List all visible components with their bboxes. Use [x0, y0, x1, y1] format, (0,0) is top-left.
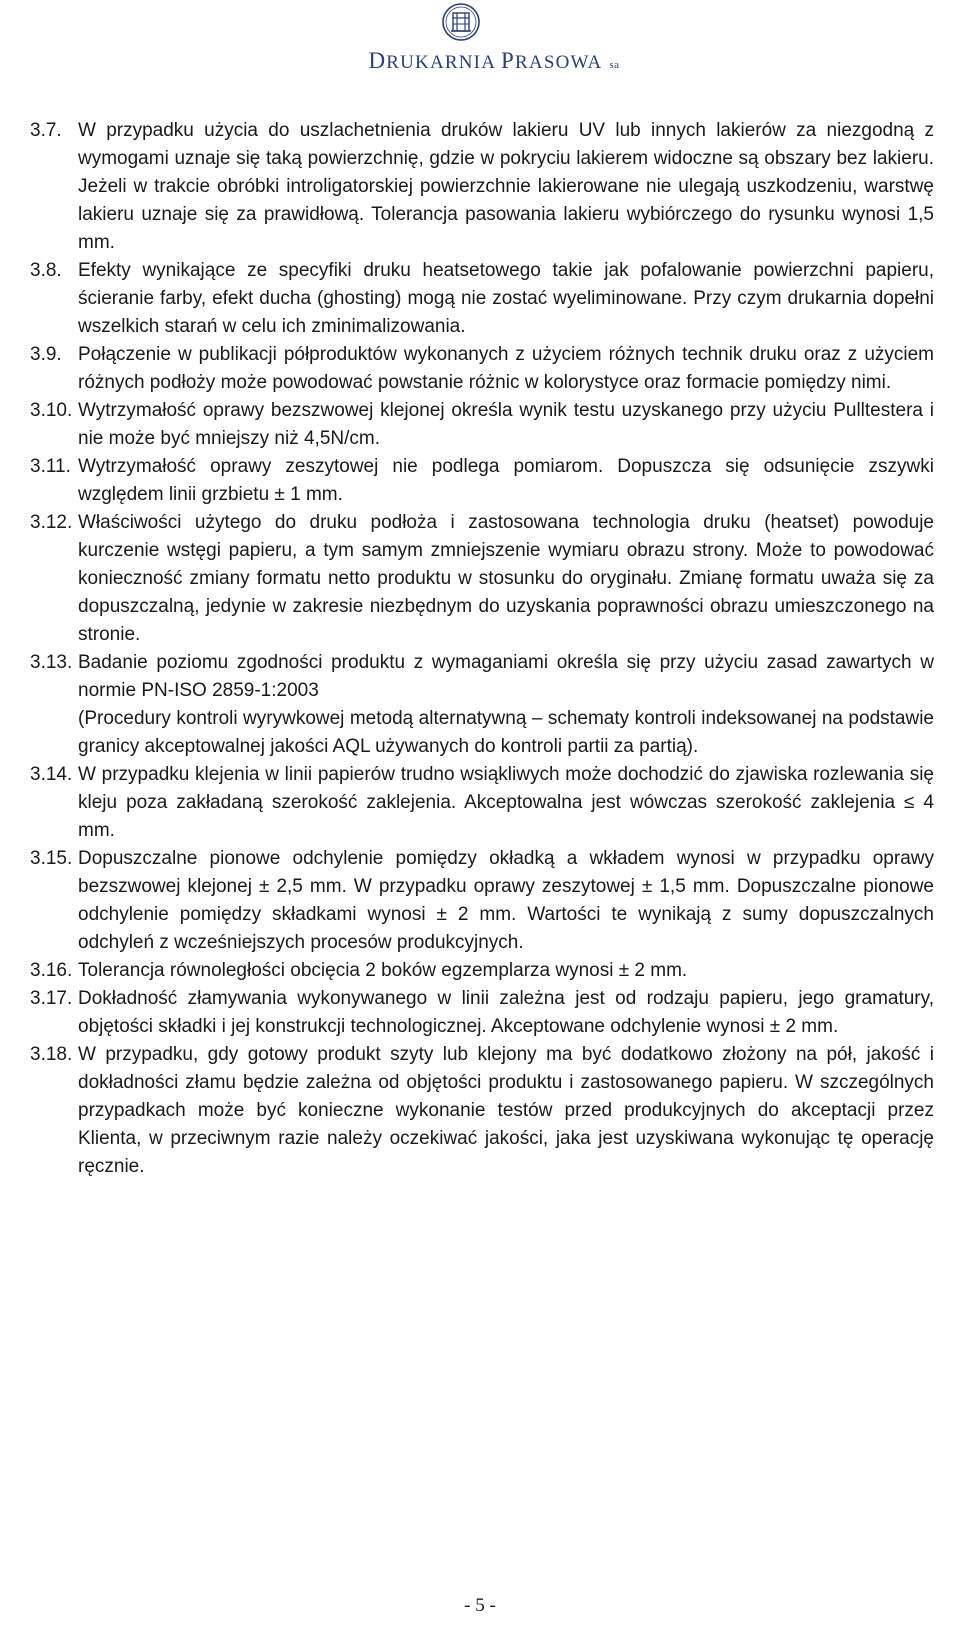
item-text: Dopuszczalne pionowe odchylenie pomiędzy okładką a wkładem wynosi w przypadku oprawy bezszwowej klejonej ± 2,5 mm. W przypadku oprawy zeszytowej ± 1,5 mm. Dopuszczalne pionowe odchylenie pomiędzy składkami wynosi ± 2 mm. Wartości te wynikają z sumy dopuszczalnych odchyleń z wcześniejszych procesów produkcyjnych. — [78, 848, 934, 953]
item-number: 3.11. — [30, 456, 71, 477]
page-header — [0, 0, 960, 80]
item-number: 3.12. — [30, 512, 73, 533]
item-text: Połączenie w publikacji półproduktów wykonanych z użyciem różnych technik druku oraz z użyciem różnych podłoży może powodować powstanie różnic w kolorystyce oraz formacie pomiędzy nimi. — [78, 344, 934, 393]
page-number: - 5 - — [464, 1595, 496, 1616]
brand-first-rest: RUKARNIA — [386, 52, 496, 73]
item-text — [78, 649, 934, 761]
list-item — [30, 117, 934, 257]
item-text: W przypadku klejenia w linii papierów trudno wsiąkliwych może dochodzić do zjawiska rozlewania się kleju poza zakładaną szerokość zaklejenia. Akceptowalna jest wówczas szerokość zaklejenia ≤ 4 mm. — [78, 764, 934, 841]
list-item — [30, 649, 934, 761]
item-text: W przypadku użycia do uszlachetnienia druków lakieru UV lub innych lakierów za niezgodną z wymogami uznaje się taką powierzchnię, gdzie w pokryciu lakierem widoczne są obszary bez lakieru. Jeżeli w trakcie obróbki introligatorskiej powierzchnie lakierowane nie ulegają uszkodzeniu, warstwę lakieru uznaje się za prawidłową. Tolerancja pasowania lakieru wybiórczego do rysunku wynosi 1,5 mm. — [78, 120, 934, 253]
list-item — [30, 341, 934, 397]
item-text: Efekty wynikające ze specyfiki druku heatsetowego takie jak pofalowanie powierzchni papieru, ścieranie farby, efekt ducha (ghosting) mogą nie zostać wyeliminowane. Przy czym drukarnia dopełni wszelkich starań w celu ich zminimalizowania. — [78, 260, 934, 337]
brand-suffix: sa — [609, 59, 620, 71]
item-number: 3.7. — [30, 120, 62, 141]
item-number: 3.13. — [30, 652, 73, 673]
item-text: Tolerancja równoległości obcięcia 2 boków egzemplarza wynosi ± 2 mm. — [78, 960, 688, 981]
item-number: 3.14. — [30, 764, 73, 785]
brand-logo-text — [0, 48, 960, 74]
item-number: 3.18. — [30, 1044, 73, 1065]
item-text: Dokładność złamywania wykonywanego w linii zależna jest od rodzaju papieru, jego gramatury, objętości składki i jej konstrukcji technologicznej. Akceptowane odchylenie wynosi ± 2 mm. — [78, 988, 934, 1037]
item-number: 3.9. — [30, 344, 62, 365]
item-text: Wytrzymałość oprawy bezszwowej klejonej określa wynik testu uzyskanego przy użyciu Pulltestera i nie może być mniejszy niż 4,5N/cm. — [78, 400, 934, 449]
item-text: W przypadku, gdy gotowy produkt szyty lub klejony ma być dodatkowo złożony na pół, jakość i dokładności złamu będzie zależna od objętości produktu i zastosowanego papieru. W szczególnych przypadkach może być konieczne wykonanie testów przed produkcyjnych do akceptacji przez Klienta, w przeciwnym razie należy oczekiwać jakości, jaka jest uzyskiwana wykonując tę operację ręcznie. — [78, 1044, 934, 1177]
list-item — [30, 397, 934, 453]
brand-initial-d: D — [368, 48, 387, 73]
list-item — [30, 509, 934, 649]
list-item — [30, 257, 934, 341]
item-number: 3.15. — [30, 848, 73, 869]
brand-initial-p: P — [501, 48, 516, 73]
item-number: 3.17. — [30, 988, 73, 1009]
list-item — [30, 453, 934, 509]
item-number: 3.16. — [30, 960, 73, 981]
list-item — [30, 1041, 934, 1181]
brand-second-rest: RASOWA — [515, 52, 602, 73]
item-number: 3.10. — [30, 400, 73, 421]
document-body — [30, 117, 934, 1181]
list-item — [30, 957, 934, 985]
item-number: 3.8. — [30, 260, 62, 281]
list-item — [30, 761, 934, 845]
item-text-line: Badanie poziomu zgodności produktu z wymaganiami określa się przy użyciu zasad zawartych w normie PN-ISO 2859-1:2003 — [78, 652, 934, 701]
item-text: Wytrzymałość oprawy zeszytowej nie podlega pomiarom. Dopuszcza się odsunięcie zszywki względem linii grzbietu ± 1 mm. — [78, 456, 934, 505]
list-item — [30, 985, 934, 1041]
printing-press-logo-icon — [441, 2, 481, 42]
item-text-line: (Procedury kontroli wyrywkowej metodą alternatywną – schematy kontroli indeksowanej na podstawie granicy akceptowalnej jakości AQL używanych do kontroli partii za partią). — [78, 708, 934, 757]
list-item — [30, 845, 934, 957]
item-text: Właściwości użytego do druku podłoża i zastosowana technologia druku (heatset) powoduje kurczenie wstęgi papieru, a tym samym zmniejszenie wymiaru obrazu strony. Może to powodować konieczność zmiany formatu netto produktu w stosunku do oryginału. Zmianę formatu uważa się za dopuszczalną, jedynie w zakresie niezbędnym do uzyskania poprawności obrazu umieszczonego na stronie. — [78, 512, 934, 645]
